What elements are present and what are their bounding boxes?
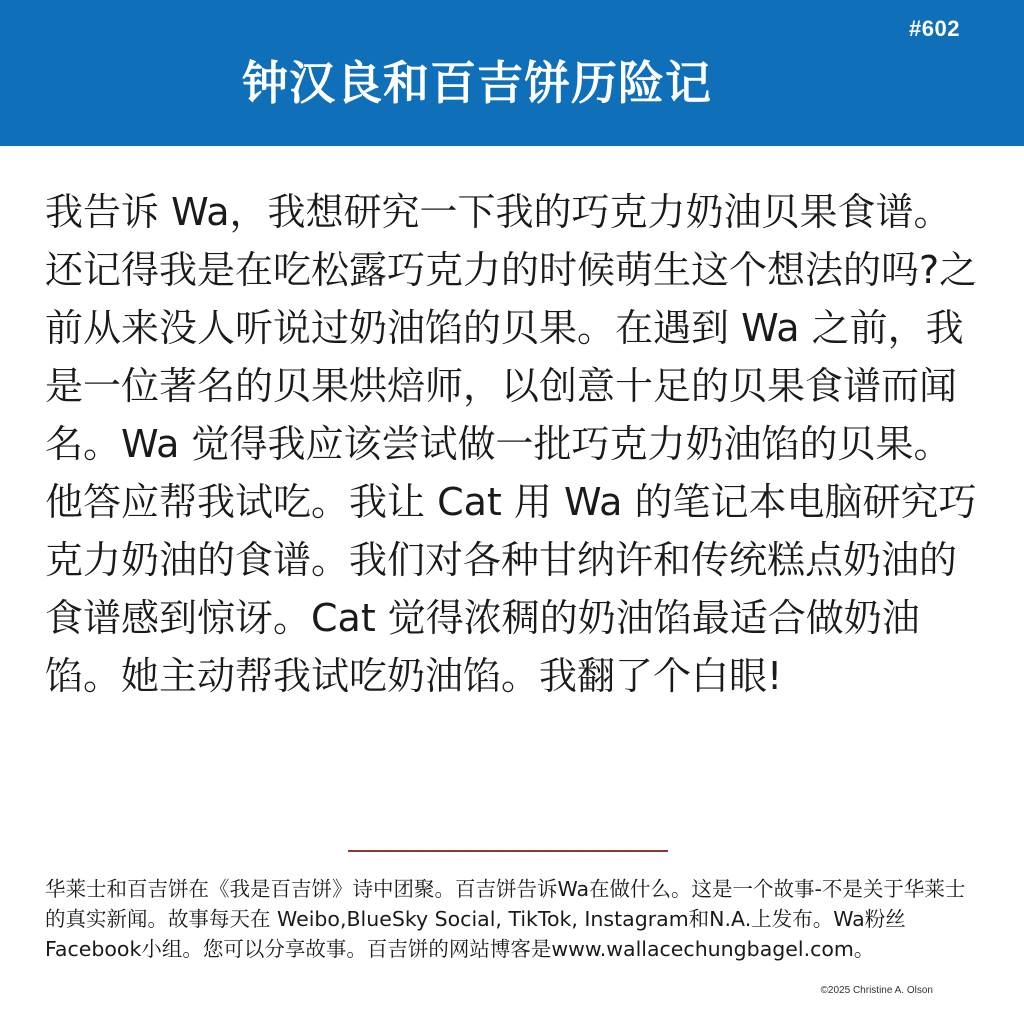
- story-text: 我告诉 Wa，我想研究一下我的巧克力奶油贝果食谱。还记得我是在吃松露巧克力的时候萌生这个想法的吗?之前从来没人听说过奶油馅的贝果。在遇到 Wa 之前，我是一位著名的贝果烘焙师，以创意十足的贝果食谱而闻名。Wa 觉得我应该尝试做一批巧克力奶油馅的贝果。他答应帮我试吃。我让 Cat 用 Wa 的笔记本电脑研究巧克力奶油的食谱。我们对各种甘纳许和传统糕点奶油的食谱感到惊讶。Cat 觉得浓稠的奶油馅最适合做奶油馅。她主动帮我试吃奶油馅。我翻了个白眼!: [45, 190, 978, 698]
- section-divider: [348, 850, 668, 852]
- footer-note: 华莱士和百吉饼在《我是百吉饼》诗中团聚。百吉饼告诉Wa在做什么。这是一个故事-不是关于华莱士的真实新闻。故事每天在 Weibo,BlueSky Social, TikTok, Instagram和N.A.上发布。Wa粉丝Facebook小组。您可以分享故事。百吉饼的网站博客是www.wallacechungbagel.com。: [45, 877, 966, 961]
- copyright-notice: ©2025 Christine A. Olson: [820, 985, 933, 996]
- page-title: 钟汉良和百吉饼历险记: [242, 56, 712, 110]
- title-banner: [0, 0, 1024, 146]
- episode-number: #602: [909, 16, 960, 41]
